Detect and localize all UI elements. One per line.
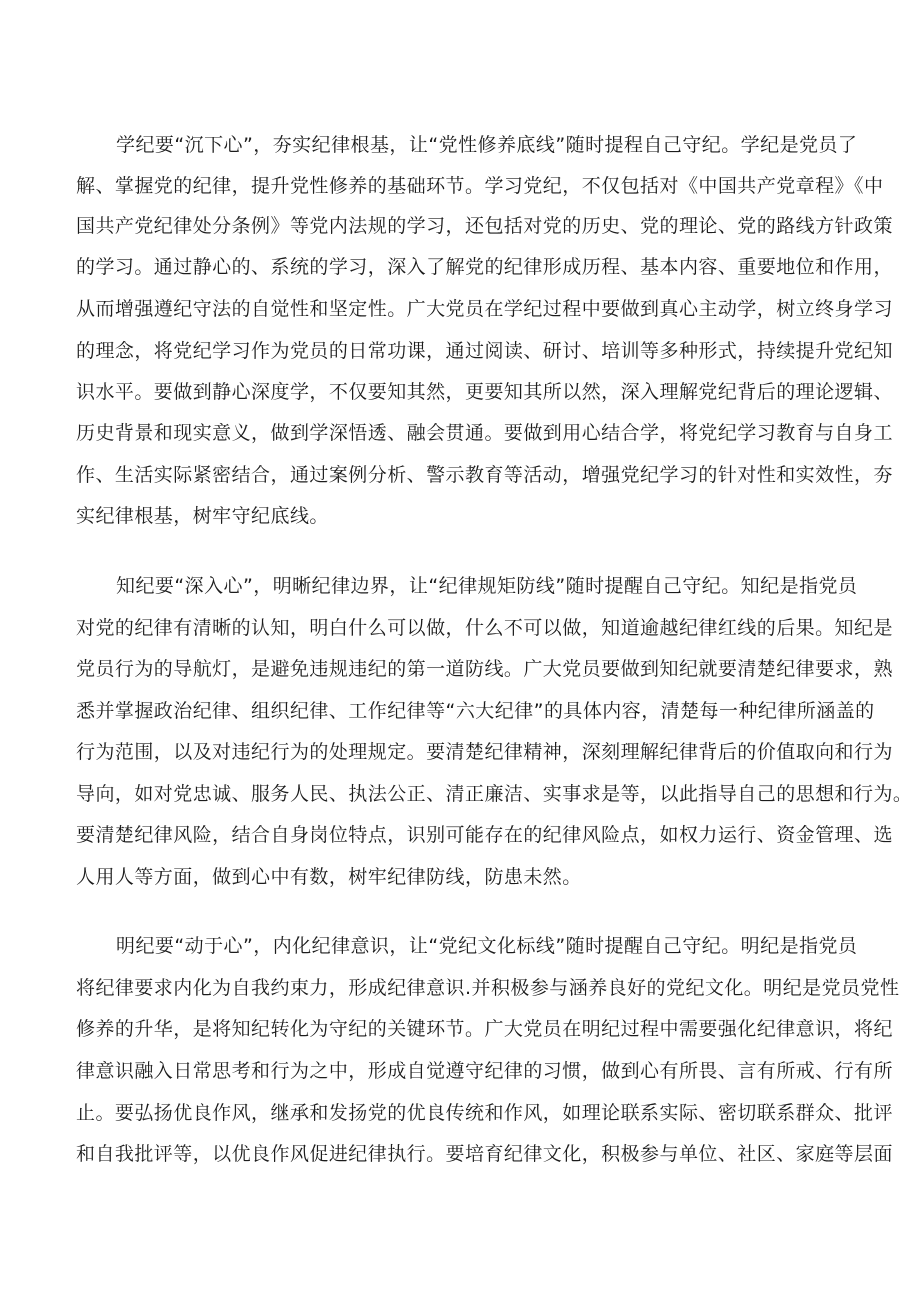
text-line: 将纪律要求内化为自我约束力，形成纪律意识.并积极参与涵养良好的党纪文化。明纪是党员党性 [76, 977, 900, 999]
text-line: 的学习。通过静心的、系统的学习，深入了解党的纪律形成历程、基本内容、重要地位和作用， [76, 256, 893, 278]
text-line: 解、掌握党的纪律，提升党性修养的基础环节。学习党纪，不仅包括对《中国共产党章程》《中 [76, 175, 884, 197]
text-line: 修养的升华，是将知纪转化为守纪的关键环节。广大党员在明纪过程中需要强化纪律意识，将纪 [76, 1018, 893, 1040]
text-line: 要清楚纪律风险，结合自身岗位特点，识别可能存在的纪律风险点，如权力运行、资金管理、选 [76, 824, 893, 846]
text-line: 行为范围，以及对违纪行为的处理规定。要清楚纪律精神，深刻理解纪律背后的价值取向和行为 [76, 741, 893, 763]
text-line: 学纪要“沉下心”，夯实纪律根基，让“党性修养底线”随时提程自己守纪。学纪是党员了 [116, 134, 858, 156]
text-line: 实纪律根基，树牢守纪底线。 [76, 505, 329, 527]
text-line: 对党的纪律有清晰的认知，明白什么可以做，什么不可以做，知道逾越纪律红线的后果。知纪是 [76, 617, 893, 639]
text-line: 明纪要“动于心”，内化纪律意识，让“党纪文化标线”随时提醒自己守纪。明纪是指党员 [116, 935, 858, 957]
text-line: 人用人等方面，做到心中有数，树牢纪律防线，防患未然。 [76, 866, 582, 888]
text-line: 和自我批评等，以优良作风促进纪律执行。要培育纪律文化，积极参与单位、社区、家庭等层面 [76, 1143, 893, 1165]
text-line: 作、生活实际紧密结合，通过案例分析、警示教育等活动，增强党纪学习的针对性和实效性，夯 [76, 464, 893, 486]
text-line: 党员行为的导航灯，是避免违规违纪的第一道防线。广大党员要做到知纪就要清楚纪律要求，熟 [76, 658, 893, 680]
text-line: 律意识融入日常思考和行为之中，形成自觉遵守纪律的习惯，做到心有所畏、言有所戒、行有所 [76, 1060, 893, 1082]
text-line: 导向，如对党忠诚、服务人民、执法公正、清正廉洁、实事求是等，以此指导自己的思想和行为。 [76, 783, 913, 805]
text-line: 识水平。要做到静心深度学，不仅要知其然，更要知其所以然，深入理解党纪背后的理论逻辑、 [76, 381, 893, 403]
text-line: 的理念，将党纪学习作为党员的日常功课，通过阅读、研讨、培训等多种形式，持续提升党纪知 [76, 340, 893, 362]
text-line: 历史背景和现实意义，做到学深悟透、融会贯通。要做到用心结合学，将党纪学习教育与自身工 [76, 422, 893, 444]
text-line: 国共产党纪律处分条例》等党内法规的学习，还包括对党的历史、党的理论、党的路线方针政策 [76, 215, 893, 237]
text-line: 知纪要“深入心”，明晰纪律边界，让“纪律规矩防线”随时提醒自己守纪。知纪是指党员 [116, 575, 858, 597]
text-line: 悉并掌握政治纪律、组织纪律、工作纪律等“六大纪律”的具体内容，清楚每一种纪律所涵盖的 [76, 700, 875, 722]
text-line: 止。要弘扬优良作风，继承和发扬党的优良传统和作风，如理论联系实际、密切联系群众、批评 [76, 1102, 893, 1124]
text-line: 从而增强遵纪守法的自觉性和坚定性。广大党员在学纪过程中要做到真心主动学，树立终身学习 [76, 298, 893, 320]
